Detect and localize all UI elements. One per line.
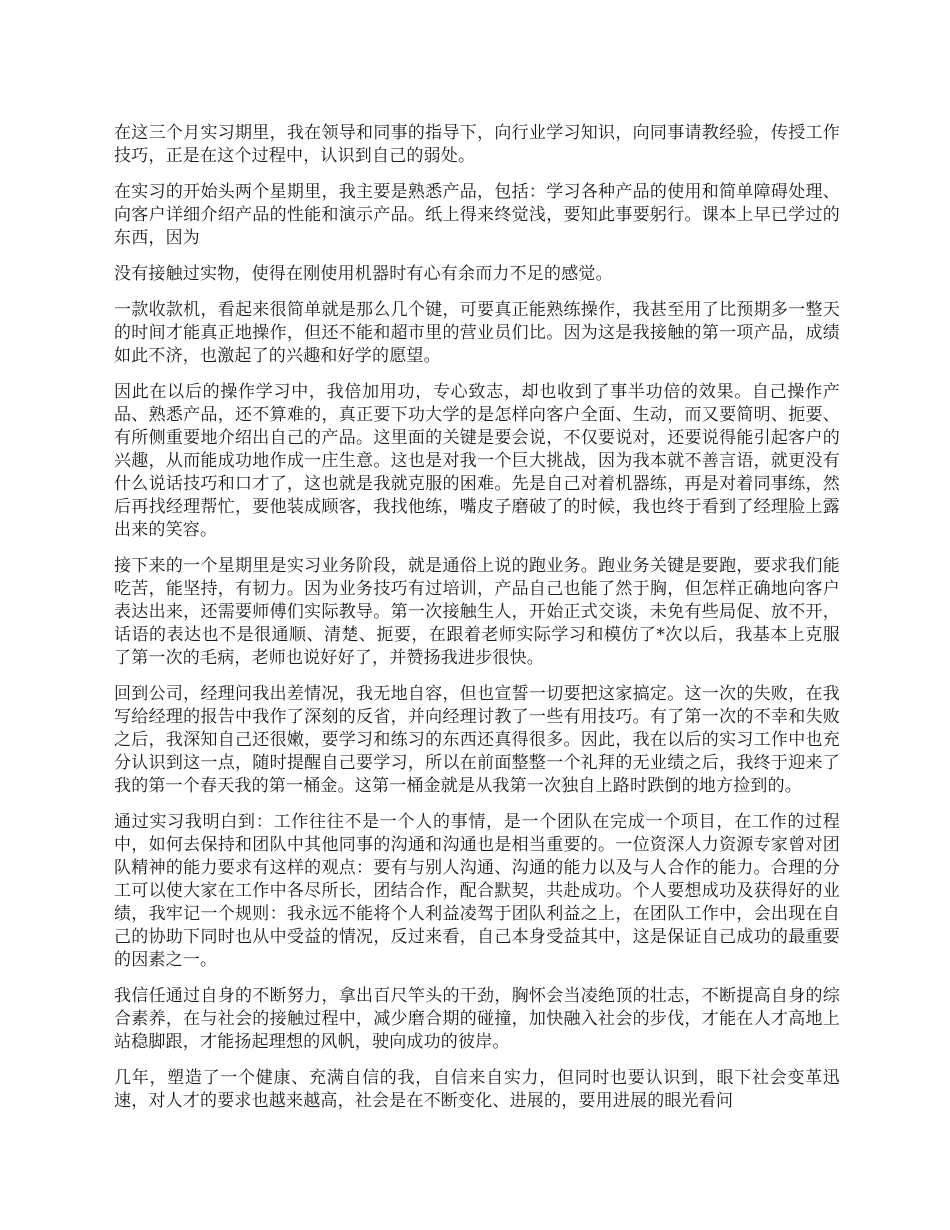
paragraph-1: 在这三个月实习期里，我在领导和同事的指导下，向行业学习知识，向同事请教经验，传授工作技巧，正是在这个过程中，认识到自己的弱处。 bbox=[114, 123, 840, 166]
paragraph-10: 几年，塑造了一个健康、充满自信的我，自信来自实力，但同时也要认识到，眼下社会变革迅速，对人才的要求也越来越高，社会是在不断变化、进展的，要用进展的眼光看问 bbox=[114, 1068, 840, 1111]
paragraph-5: 因此在以后的操作学习中，我倍加用功，专心致志，却也收到了事半功倍的效果。自己操作产品、熟悉产品，还不算难的，真正要下功大学的是怎样向客户全面、生动，而又要简明、扼要、有所侧重要地介绍出自己的产品。这里面的关键是要会说，不仅要说对，还要说得能引起客户的兴趣，从而能成功地作成一庄生意。这也是对我一个巨大挑战，因为我本就不善言语，就更没有什么说话技巧和口才了，这也就是我就克服的困难。先是自己对着机器练，再是对着同事练，然后再找经理帮忙，要他装成顾客，我找他练，嘴皮子磨破了的时候，我也终于看到了经理脸上露出来的笑容。 bbox=[114, 382, 840, 540]
paragraph-4: 一款收款机，看起来很简单就是那么几个键，可要真正能熟练操作，我甚至用了比预期多一整天的时间才能真正地操作，但还不能和超市里的营业员们比。因为这是我接触的第一项产品，成绩如此不济，也激起了的兴趣和好学的愿望。 bbox=[114, 300, 840, 366]
paragraph-3: 没有接触过实物，使得在刚使用机器时有心有余而力不足的感觉。 bbox=[114, 264, 613, 284]
paragraph-2: 在实习的开始头两个星期里，我主要是熟悉产品，包括：学习各种产品的使用和简单障碍处理、向客户详细介绍产品的性能和演示产品。纸上得来终觉浅，要知此事要躬行。课本上早已学过的东西，因为 bbox=[114, 182, 840, 248]
paragraph-7: 回到公司，经理问我出差情况，我无地自容，但也宣誓一切要把这家搞定。这一次的失败，在我写给经理的报告中我作了深刻的反省，并向经理讨教了一些有用技巧。有了第一次的不幸和失败之后，我深知自己还很嫩，要学习和练习的东西还真得很多。因此，我在以后的实习工作中也充分认识到这一点，随时提醒自己要学习，所以在前面整整一个礼拜的无业绩之后，我终于迎来了我的第一个春天我的第一桶金。这第一桶金就是从我第一次独自上路时跌倒的地方捡到的。 bbox=[114, 684, 840, 796]
paragraph-9: 我信任通过自身的不断努力，拿出百尺竿头的干劲，胸怀会当凌绝顶的壮志，不断提高自身的综合素养，在与社会的接触过程中，减少磨合期的碰撞，加快融入社会的步伐，才能在人才高地上站稳脚跟，才能扬起理想的风帆，驶向成功的彼岸。 bbox=[114, 986, 840, 1052]
paragraph-6: 接下来的一个星期里是实习业务阶段，就是通俗上说的跑业务。跑业务关键是要跑，要求我们能吃苦，能坚持，有韧力。因为业务技巧有过培训，产品自己也能了然于胸，但怎样正确地向客户表达出来，还需要师傅们实际教导。第一次接触生人，开始正式交谈，未免有些局促、放不开，话语的表达也不是很通顺、清楚、扼要，在跟着老师实际学习和模仿了*次以后，我基本上克服了第一次的毛病，老师也说好好了，并赞扬我进步很快。 bbox=[114, 556, 840, 668]
document-body bbox=[114, 122, 840, 1126]
paragraph-8: 通过实习我明白到：工作往往不是一个人的事情，是一个团队在完成一个项目，在工作的过程中，如何去保持和团队中其他同事的沟通和沟通也是相当重要的。一位资深人力资源专家曾对团队精神的能力要求有这样的观点：要有与别人沟通、沟通的能力以及与人合作的能力。合理的分工可以使大家在工作中各尽所长，团结合作，配合默契，共赴成功。个人要想成功及获得好的业绩，我牢记一个规则：我永远不能将个人利益凌驾于团队利益之上，在团队工作中，会出现在自己的协助下同时也从中受益的情况，反过来看，自己本身受益其中，这是保证自己成功的最重要的因素之一。 bbox=[114, 812, 840, 970]
